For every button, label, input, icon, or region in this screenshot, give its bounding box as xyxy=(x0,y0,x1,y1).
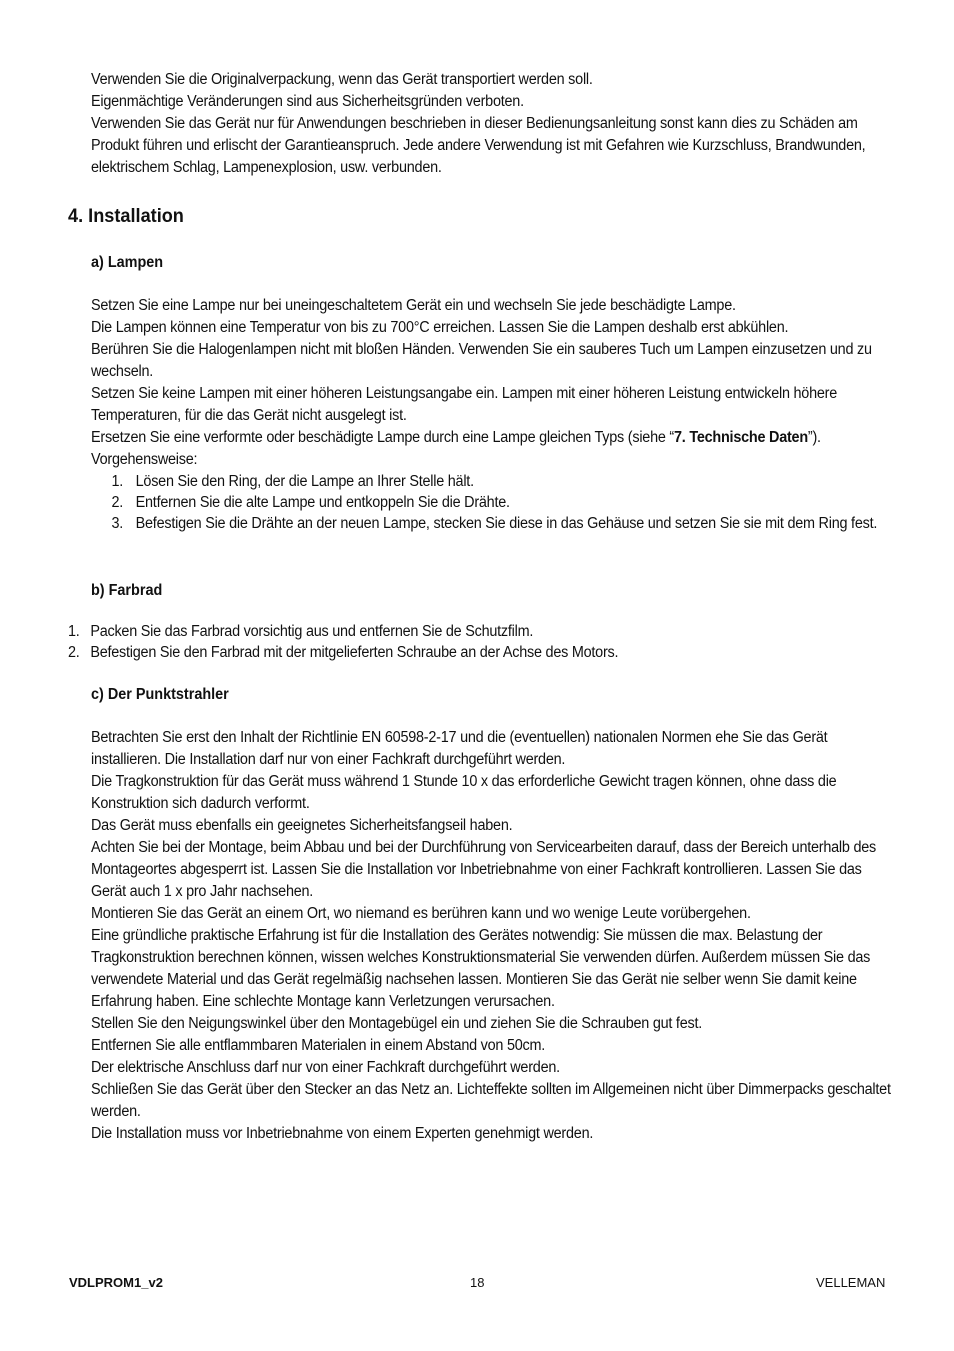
intro-line: Eigenmächtige Veränderungen sind aus Sicherheitsgründen verboten. xyxy=(91,93,524,110)
footer-brand: VELLEMAN xyxy=(816,1275,886,1290)
punktstrahler-paragraph: Betrachten Sie erst den Inhalt der Richtlinie EN 60598-2-17 und die (eventuellen) nationalen Normen ehe Sie das Gerät installieren. Die Installation darf nur von einer Fachkraft durchgeführt werden. xyxy=(91,729,828,768)
replace-text-start: Ersetzen Sie eine verformte oder beschädigte Lampe durch eine Lampe gleichen Typs (siehe “ xyxy=(91,429,674,446)
punktstrahler-paragraph: Schließen Sie das Gerät über den Stecker an das Netz an. Lichteffekte sollten im Allgemeinen nicht über Dimmerpacks geschaltet werden. xyxy=(91,1081,891,1120)
list-item xyxy=(91,513,891,534)
step-text: Befestigen Sie die Drähte an der neuen Lampe, stecken Sie diese in das Gehäuse und setzen Sie sie mit dem Ring fest. xyxy=(135,515,878,532)
step-number: 3. xyxy=(111,515,124,532)
step-text: Befestigen Sie den Farbrad mit der mitgelieferten Schraube an der Achse des Motors. xyxy=(90,644,619,661)
list-item xyxy=(68,621,868,642)
list-item xyxy=(91,492,891,513)
punktstrahler-paragraph: Stellen Sie den Neigungswinkel über den Montagebügel ein und ziehen Sie die Schrauben gut fest. xyxy=(91,1015,703,1032)
lampen-paragraph: Die Lampen können eine Temperatur von bis zu 700°C erreichen. Lassen Sie die Lampen deshalb erst abkühlen. xyxy=(91,319,789,336)
section-heading-installation: 4. Installation xyxy=(68,205,184,227)
intro-line: Verwenden Sie das Gerät nur für Anwendungen beschrieben in dieser Bedienungsanleitung sonst kann dies zu Schäden am Produkt führen und erlischt der Garantieanspruch. Jede andere Verwendung ist mit Gefahren wie Kurzschluss, Brandwunden, elektrischem Schlag, Lampenexplosion, usw. verbunden. xyxy=(91,115,866,176)
punktstrahler-paragraph: Montieren Sie das Gerät an einem Ort, wo niemand es berühren kann und wo wenige Leute vorübergehen. xyxy=(91,905,751,922)
punktstrahler-block xyxy=(91,727,891,1145)
footer-model-code: VDLPROM1_v2 xyxy=(69,1275,163,1290)
lampen-paragraph: Berühren Sie die Halogenlampen nicht mit bloßen Händen. Verwenden Sie ein sauberes Tuch um Lampen einzusetzen und zu wechseln. xyxy=(91,341,872,380)
punktstrahler-paragraph: Der elektrische Anschluss darf nur von einer Fachkraft durchgeführt werden. xyxy=(91,1059,560,1076)
footer-page-number: 18 xyxy=(470,1275,485,1290)
punktstrahler-paragraph: Die Tragkonstruktion für das Gerät muss während 1 Stunde 10 x das erforderliche Gewicht tragen können, ohne dass die Konstruktion sich dadurch verformt. xyxy=(91,773,837,812)
intro-block xyxy=(91,69,891,179)
step-text: Entfernen Sie die alte Lampe und entkoppeln Sie die Drähte. xyxy=(135,494,510,511)
punktstrahler-paragraph: Entfernen Sie alle entflammbaren Materialen in einem Abstand von 50cm. xyxy=(91,1037,546,1054)
lampen-steps xyxy=(91,471,891,534)
subheading-punktstrahler: c) Der Punktstrahler xyxy=(91,686,229,703)
punktstrahler-paragraph: Achten Sie bei der Montage, beim Abbau und bei der Durchführung von Servicearbeiten darauf, dass der Bereich unterhalb des Montageortes abgesperrt ist. Lassen Sie die Installation vor Inbetriebnahme von einer Fachkraft kontrollieren. Lassen Sie das Gerät auch 1 x pro Jahr nachsehen. xyxy=(91,839,876,900)
punktstrahler-paragraph: Die Installation muss vor Inbetriebnahme von einem Experten genehmigt werden. xyxy=(91,1125,594,1142)
step-number: 2. xyxy=(111,494,124,511)
step-number: 1. xyxy=(111,473,124,490)
lampen-paragraph: Setzen Sie eine Lampe nur bei uneingeschaltetem Gerät ein und wechseln Sie jede beschädigte Lampe. xyxy=(91,297,736,314)
list-item xyxy=(91,471,891,492)
step-number: 1. xyxy=(68,623,80,640)
subheading-lampen: a) Lampen xyxy=(91,254,164,271)
step-text: Lösen Sie den Ring, der die Lampe an Ihrer Stelle hält. xyxy=(135,473,474,490)
intro-line: Verwenden Sie die Originalverpackung, wenn das Gerät transportiert werden soll. xyxy=(91,71,593,88)
step-number: 2. xyxy=(68,644,80,661)
subheading-farbrad: b) Farbrad xyxy=(91,582,163,599)
lampen-block xyxy=(91,295,891,534)
lampen-paragraph: Setzen Sie keine Lampen mit einer höheren Leistungsangabe ein. Lampen mit einer höheren Leistung entwickeln höhere Temperaturen, für die das Gerät nicht ausgelegt ist. xyxy=(91,385,838,424)
lampen-replace-paragraph xyxy=(91,427,891,471)
farbrad-block xyxy=(68,621,868,663)
punktstrahler-paragraph: Das Gerät muss ebenfalls ein geeignetes Sicherheitsfangseil haben. xyxy=(91,817,513,834)
replace-text-end: ”). Vorgehensweise: xyxy=(91,429,821,468)
technical-data-reference: 7. Technische Daten xyxy=(673,429,808,446)
list-item xyxy=(68,642,868,663)
punktstrahler-paragraph: Eine gründliche praktische Erfahrung ist für die Installation des Gerätes notwendig: Sie müssen die max. Belastung der Tragkonstruktion berechnen können, wissen welches Konstruktionsmaterial Sie verwenden dürfen. Außerdem müssen Sie das verwendete Material und das Gerät regelmäßig nachsehen lassen. Montieren Sie das Gerät nie selber wenn Sie damit keine Erfahrung haben. Eine schlechte Montage kann Verletzungen verursachen. xyxy=(91,927,871,1010)
farbrad-steps xyxy=(68,621,868,663)
step-text: Packen Sie das Farbrad vorsichtig aus und entfernen Sie de Schutzfilm. xyxy=(90,623,534,640)
